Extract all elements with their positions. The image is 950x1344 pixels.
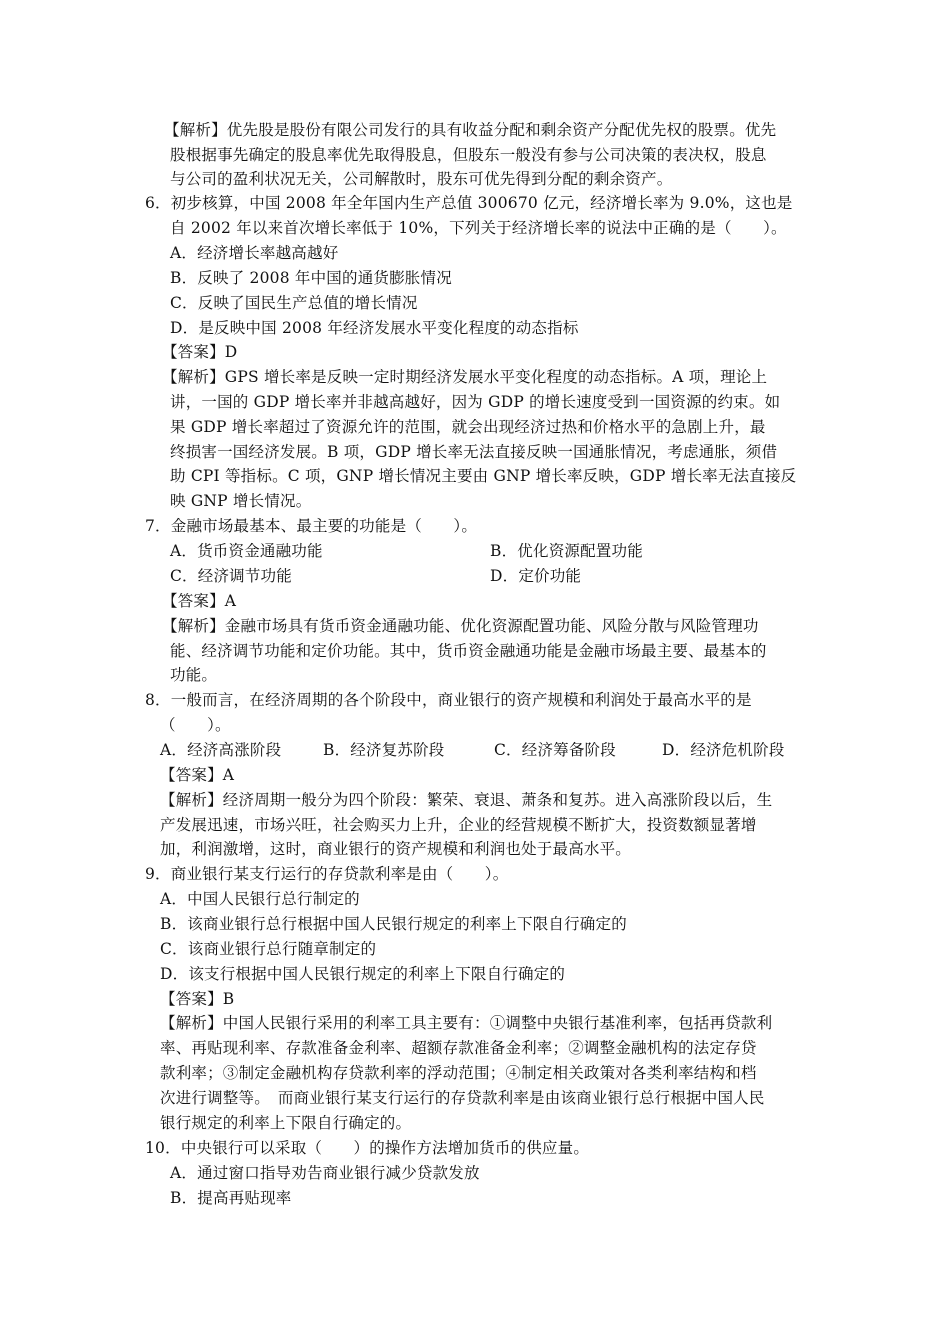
q6-option: A．经济增长率越高越好 [170,244,339,262]
q9-analysis-line: 次进行调整等。 而商业银行某支行运行的存贷款利率是由该商业银行总行根据中国人民 [160,1089,765,1107]
q8-analysis-line: 加，利润激增，这时，商业银行的资产规模和利润也处于最高水平。 [160,840,632,858]
q9-analysis-line: 【解析】中国人民银行采用的利率工具主要有：①调整中央银行基准利率，包括再贷款利 [160,1014,773,1032]
q10-stem-line: 10．中央银行可以采取（ ）的操作方法增加货币的供应量。 [145,1139,590,1157]
q10-option: B．提高再贴现率 [170,1189,292,1207]
q9-option: C．该商业银行总行随章制定的 [160,940,377,958]
q8-option: B．经济复苏阶段 [323,741,445,759]
q6-analysis-line: 助 CPI 等指标。C 项，GNP 增长情况主要由 GNP 增长率反映，GDP 增长率无法直接反 [170,467,797,485]
q6-stem-line: 自 2002 年以来首次增长率低于 10%，下列关于经济增长率的说法中正确的是（ ）。 [170,219,787,237]
q9-option: B．该商业银行总行根据中国人民银行规定的利率上下限自行确定的 [160,915,627,933]
q8-analysis-line: 产发展迅速，市场兴旺，社会购买力上升，企业的经营规模不断扩大，投资数额显著增 [160,816,757,834]
q9-analysis-line: 率、再贴现利率、存款准备金利率、超额存款准备金利率；②调整金融机构的法定存贷 [160,1039,757,1057]
q9-analysis-line: 款利率；③制定金融机构存贷款利率的浮动范围；④制定相关政策对各类利率结构和档 [160,1064,757,1082]
q10-option: A．通过窗口指导劝告商业银行减少贷款发放 [170,1164,480,1182]
q9-answer: 【答案】B [160,990,235,1008]
q9-option: D．该支行根据中国人民银行规定的利率上下限自行确定的 [160,965,566,983]
q7-analysis-line: 能、经济调节功能和定价功能。其中，货币资金融通功能是金融市场最主要、最基本的 [170,642,767,660]
q6-option: D．是反映中国 2008 年经济发展水平变化程度的动态指标 [170,319,579,337]
q9-analysis-line: 银行规定的利率上下限自行确定的。 [160,1114,412,1132]
q6-answer: 【答案】D [162,343,238,361]
q8-stem-line: （ ）。 [160,716,231,734]
q7-option: C．经济调节功能 [170,567,292,585]
q8-stem-line: 8．一般而言，在经济周期的各个阶段中，商业银行的资产规模和利润处于最高水平的是 [145,691,752,709]
q7-answer: 【答案】A [162,592,237,610]
q7-stem-line: 7．金融市场最基本、最主要的功能是（ ）。 [145,517,478,535]
q9-stem-line: 9．商业银行某支行运行的存贷款利率是由（ ）。 [145,865,509,883]
q8-answer: 【答案】A [160,766,235,784]
q6-analysis-line: 果 GDP 增长率超过了资源允许的范围，就会出现经济过热和价格水平的急剧上升，最 [170,418,766,436]
q7-option: B．优化资源配置功能 [490,542,643,560]
q7-analysis-line: 【解析】金融市场具有货币资金通融功能、优化资源配置功能、风险分散与风险管理功 [162,617,759,635]
q5-analysis-line: 与公司的盈利状况无关，公司解散时，股东可优先得到分配的剩余资产。 [170,170,673,188]
q8-option: D．经济危机阶段 [662,741,785,759]
q8-option: A．经济高涨阶段 [160,741,282,759]
q9-option: A．中国人民银行总行制定的 [160,890,360,908]
q6-option: B．反映了 2008 年中国的通货膨胀情况 [170,269,452,287]
q6-analysis-line: 终损害一国经济发展。B 项，GDP 增长率无法直接反映一国通胀情况，考虑通胀，须借 [170,443,778,461]
q7-analysis-line: 功能。 [170,666,218,684]
q7-option: D．定价功能 [490,567,582,585]
q6-option: C．反映了国民生产总值的增长情况 [170,294,418,312]
q7-option: A．货币资金通融功能 [170,542,323,560]
q6-analysis-line: 【解析】GPS 增长率是反映一定时期经济发展水平变化程度的动态指标。A 项，理论上 [162,368,768,386]
q5-analysis-line: 【解析】优先股是股份有限公司发行的具有收益分配和剩余资产分配优先权的股票。优先 [164,121,777,139]
q6-analysis-line: 映 GNP 增长情况。 [170,492,312,510]
q6-stem-line: 6．初步核算，中国 2008 年全年国内生产总值 300670 亿元，经济增长率为 9.0%，这也是 [145,194,793,212]
q8-option: C．经济筹备阶段 [494,741,616,759]
q8-analysis-line: 【解析】经济周期一般分为四个阶段：繁荣、衰退、萧条和复苏。进入高涨阶段以后，生 [160,791,773,809]
q5-analysis-line: 股根据事先确定的股息率优先取得股息，但股东一般没有参与公司决策的表决权，股息 [170,146,767,164]
q6-analysis-line: 讲，一国的 GDP 增长率并非越高越好，因为 GDP 的增长速度受到一国资源的约束。如 [170,393,781,411]
